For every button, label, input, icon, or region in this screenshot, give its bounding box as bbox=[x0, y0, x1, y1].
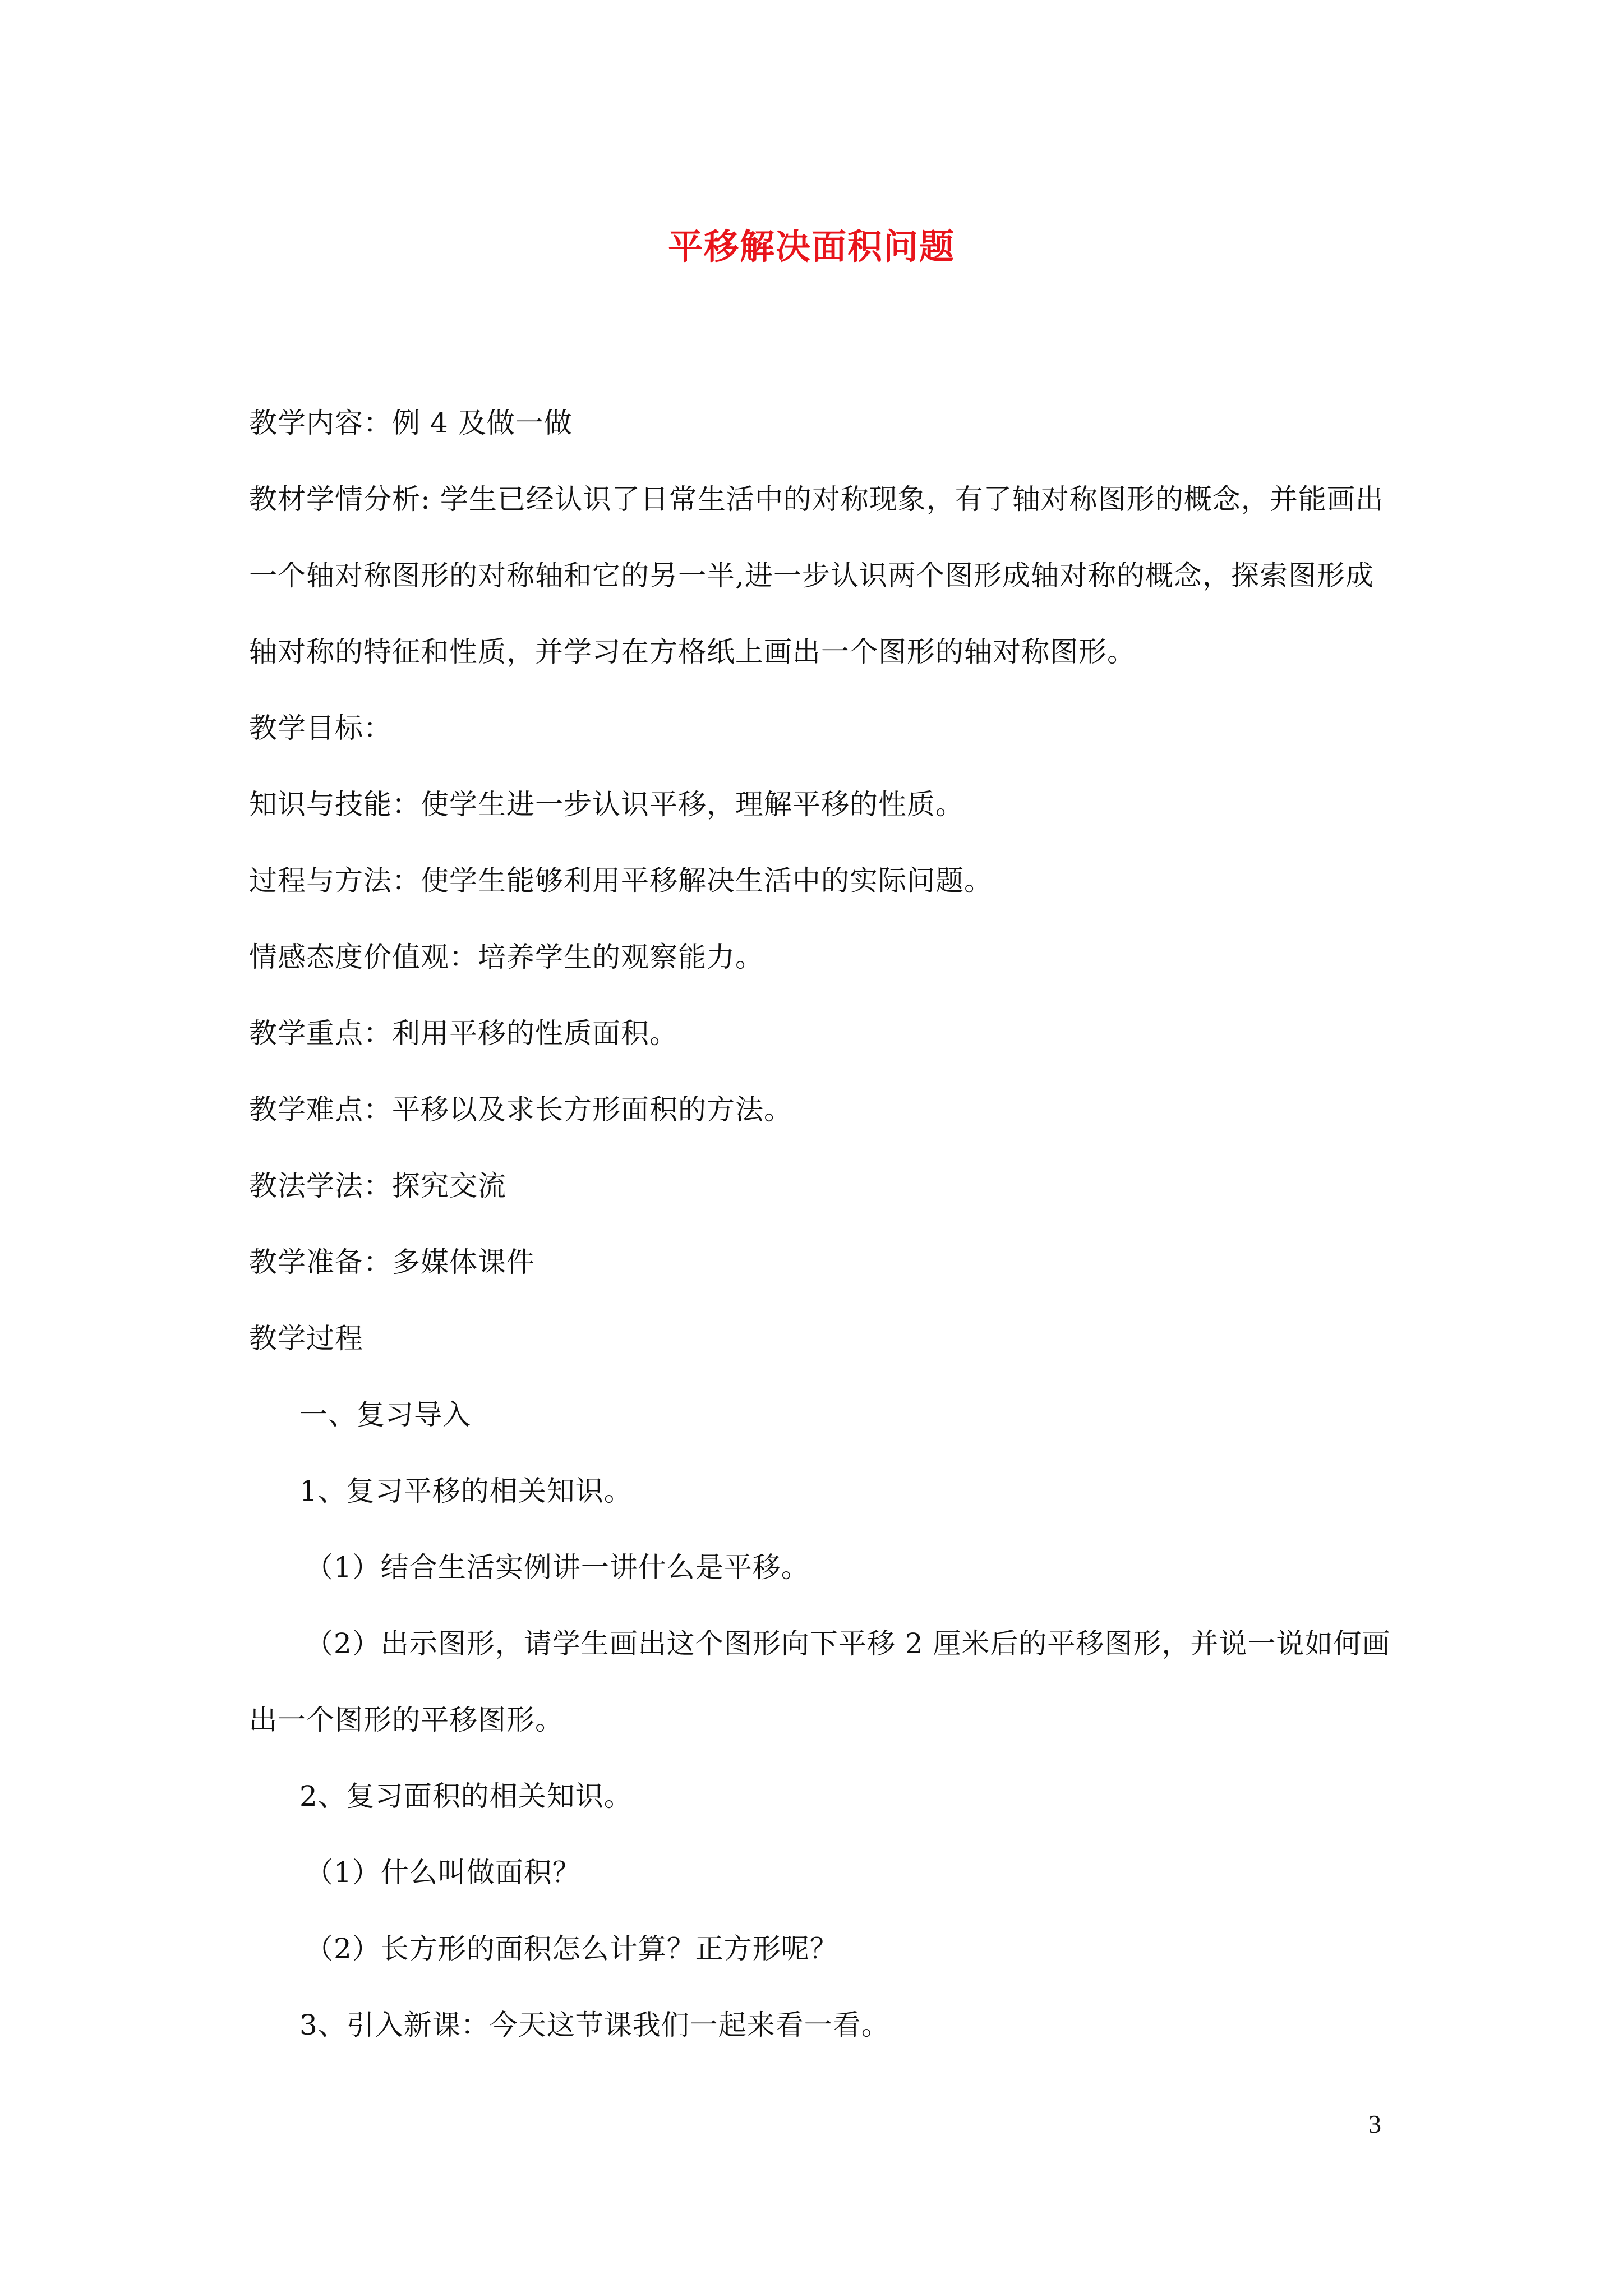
method-line: 教法学法：探究交流 bbox=[249, 1170, 506, 1202]
page-number: 3 bbox=[1368, 2110, 1381, 2138]
review-item-2: 2、复习面积的相关知识。 bbox=[299, 1780, 633, 1812]
document-body bbox=[249, 385, 1393, 2063]
review-subitem-2-1: （1）什么叫做面积？ bbox=[305, 1856, 581, 1889]
analysis-line-3: 轴对称的特征和性质，并学习在方格纸上画出一个图形的轴对称图形。 bbox=[249, 636, 1136, 668]
review-subitem-2-2: （2）长方形的面积怎么计算？正方形呢？ bbox=[305, 1932, 838, 1965]
knowledge-skills-line: 知识与技能：使学生进一步认识平移，理解平移的性质。 bbox=[249, 788, 964, 821]
section-review-heading: 一、复习导入 bbox=[299, 1398, 471, 1431]
preparation-line: 教学准备：多媒体课件 bbox=[249, 1246, 535, 1278]
document-title: 平移解决面积问题 bbox=[667, 226, 955, 267]
key-point-line: 教学重点：利用平移的性质面积。 bbox=[249, 1017, 678, 1050]
review-subitem-1-2: （2）出示图形，请学生画出这个图形向下平移 2 厘米后的平移图形，并说一说如何画 bbox=[305, 1627, 1391, 1660]
analysis-line-1: 教材学情分析: 学生已经认识了日常生活中的对称现象，有了轴对称图形的概念，并能画出 bbox=[249, 483, 1384, 516]
review-item-3: 3、引入新课：今天这节课我们一起来看一看。 bbox=[299, 2009, 890, 2041]
difficulty-line: 教学难点：平移以及求长方形面积的方法。 bbox=[249, 1093, 792, 1126]
review-subitem-1-1: （1）结合生活实例讲一讲什么是平移。 bbox=[305, 1551, 810, 1584]
teaching-process-heading: 教学过程 bbox=[249, 1322, 363, 1355]
teaching-goals-heading: 教学目标： bbox=[249, 712, 392, 744]
process-method-line: 过程与方法：使学生能够利用平移解决生活中的实际问题。 bbox=[249, 864, 993, 897]
review-item-1: 1、复习平移的相关知识。 bbox=[299, 1475, 633, 1507]
attitude-values-line: 情感态度价值观：培养学生的观察能力。 bbox=[249, 941, 764, 973]
teaching-content-line: 教学内容：例 4 及做一做 bbox=[249, 407, 573, 439]
review-subitem-1-2-continued: 出一个图形的平移图形。 bbox=[249, 1704, 564, 1736]
analysis-line-2: 一个轴对称图形的对称轴和它的另一半,进一步认识两个图形成轴对称的概念，探索图形成 bbox=[249, 559, 1374, 592]
